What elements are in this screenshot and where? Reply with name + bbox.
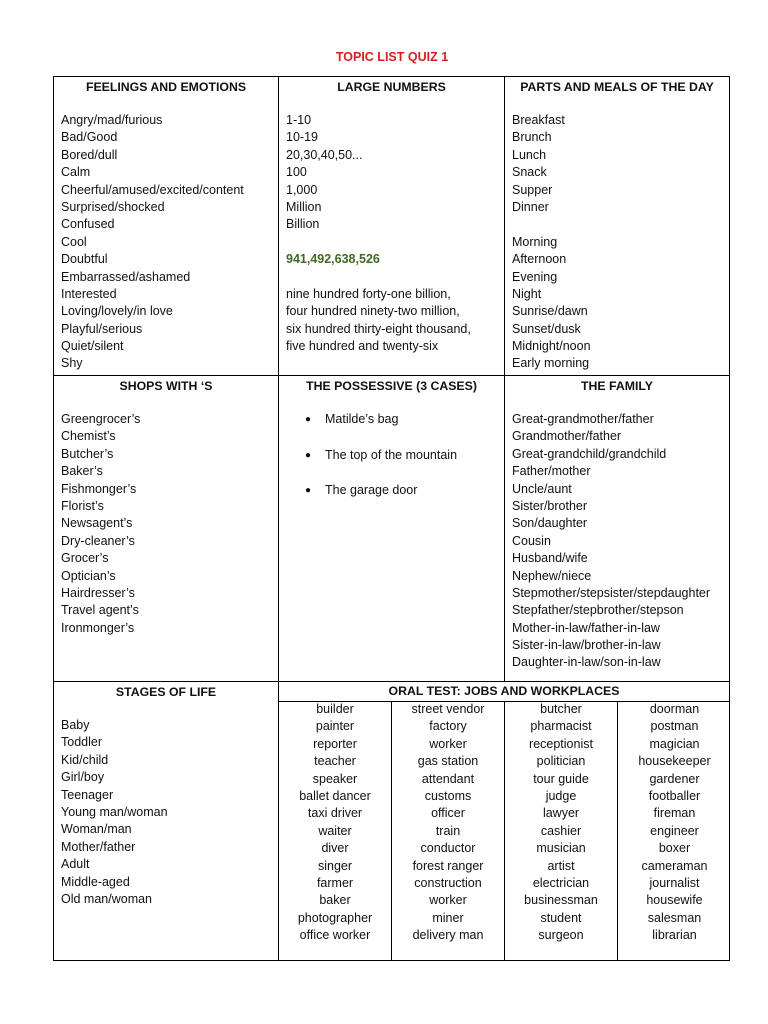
list-item: Woman/man xyxy=(61,822,132,837)
table-cell: ballet dancer xyxy=(299,788,371,803)
table-cell: salesman xyxy=(647,910,702,925)
bullet-icon: ● xyxy=(305,485,312,496)
possessive-cell: THE POSSESSIVE (3 CASES) ● Matilde’s bag ● The top of the mountain ● The garage door xyxy=(278,375,505,682)
table-cell: taxi driver xyxy=(307,806,363,821)
table-cell: builder xyxy=(316,702,354,716)
table-cell: farmer xyxy=(316,875,354,890)
list-item: Confused xyxy=(61,217,115,232)
list-item: Father/mother xyxy=(512,464,591,479)
list-item: Doubtful xyxy=(61,252,108,267)
table-cell: conductor xyxy=(420,841,476,856)
stages-heading: STAGES OF LIFE xyxy=(115,685,217,699)
table-cell: officer xyxy=(431,806,465,821)
list-item: Stepfather/stepbrother/stepson xyxy=(512,603,684,618)
jobs-column-4 xyxy=(618,701,730,960)
table-cell: housekeeper xyxy=(638,754,711,769)
list-item: Sunset/dusk xyxy=(512,321,581,336)
page-title: TOPIC LIST QUIZ 1 xyxy=(335,50,449,64)
list-item: Morning xyxy=(512,234,558,249)
list-item: Old man/woman xyxy=(61,891,153,906)
list-item: Great-grandchild/grandchild xyxy=(512,446,667,461)
list-item-spacer xyxy=(286,269,471,286)
table-cell: forest ranger xyxy=(412,858,484,873)
family-heading: THE FAMILY xyxy=(581,379,653,393)
jobs-cell xyxy=(278,681,730,961)
table-cell: construction xyxy=(414,875,482,890)
table-cell: gardener xyxy=(649,771,700,786)
table-cell: cameraman xyxy=(641,858,708,873)
table-cell: journalist xyxy=(649,875,700,890)
table-cell: electrician xyxy=(532,875,590,890)
list-item: Early morning xyxy=(512,356,590,371)
list-item: Supper xyxy=(512,182,553,197)
table-cell: singer xyxy=(317,858,353,873)
feelings-list xyxy=(61,112,244,373)
table-cell: postman xyxy=(650,719,699,734)
jobs-heading: ORAL TEST: JOBS AND WORKPLACES xyxy=(279,682,729,702)
table-cell: receptionist xyxy=(529,736,593,751)
table-cell: speaker xyxy=(312,771,358,786)
jobs-column-3 xyxy=(505,701,618,960)
list-item: Florist’s xyxy=(61,498,104,513)
list-item: Shy xyxy=(61,356,83,371)
list-item: Dinner xyxy=(512,199,549,214)
list-item: 1-10 xyxy=(286,113,312,127)
list-item: Calm xyxy=(61,165,91,180)
feelings-heading: FEELINGS AND EMOTIONS xyxy=(85,80,247,94)
table-cell: boxer xyxy=(658,841,691,856)
table-cell: worker xyxy=(429,736,467,751)
list-item: four hundred ninety-two million, xyxy=(286,304,460,319)
table-cell: engineer xyxy=(650,823,699,838)
table-cell: politician xyxy=(536,754,586,769)
list-item: Lunch xyxy=(512,147,547,162)
list-item: 1,000 xyxy=(286,182,318,197)
table-cell: gas station xyxy=(417,754,479,769)
table-cell: attendant xyxy=(421,771,475,786)
list-item: Optician’s xyxy=(61,568,116,583)
possessive-heading: THE POSSESSIVE (3 CASES) xyxy=(306,379,477,393)
list-item: Ironmonger’s xyxy=(61,620,135,635)
table-cell: street vendor xyxy=(411,702,485,716)
meals-cell xyxy=(504,76,730,376)
list-item: Sister-in-law/brother-in-law xyxy=(512,638,661,653)
list-item: Sunrise/dawn xyxy=(512,304,588,319)
numbers-list xyxy=(286,112,471,355)
list-item: Greengrocer’s xyxy=(61,412,141,426)
list-item: Cousin xyxy=(512,533,551,548)
shops-cell xyxy=(53,375,279,682)
list-item-spacer xyxy=(512,216,591,233)
list-item: five hundred and twenty-six xyxy=(286,339,439,354)
list-item: Son/daughter xyxy=(512,516,588,531)
table-cell: cashier xyxy=(540,823,582,838)
table-cell: pharmacist xyxy=(530,719,592,734)
table-cell: painter xyxy=(315,719,355,734)
list-item: Daughter-in-law/son-in-law xyxy=(512,655,661,670)
list-item: Quiet/silent xyxy=(61,339,124,354)
number-example: 941,492,638,526 xyxy=(286,252,380,267)
list-item: Night xyxy=(512,286,542,301)
list-item: Butcher’s xyxy=(61,446,114,461)
list-item: Midnight/noon xyxy=(512,339,591,354)
table-cell: musician xyxy=(536,841,586,856)
list-item: Embarrassed/ashamed xyxy=(61,269,191,284)
list-item: Newsagent’s xyxy=(61,516,133,531)
meals-heading: PARTS AND MEALS OF THE DAY xyxy=(520,80,714,94)
list-item: Stepmother/stepsister/stepdaughter xyxy=(512,585,711,600)
list-item: Chemist’s xyxy=(61,429,116,444)
list-item: Uncle/aunt xyxy=(512,481,572,496)
table-cell: surgeon xyxy=(538,928,584,943)
list-item: Surprised/shocked xyxy=(61,199,165,214)
table-cell: doorman xyxy=(649,702,700,716)
list-item: Great-grandmother/father xyxy=(512,412,654,426)
list-item: Billion xyxy=(286,217,320,232)
list-item: 100 xyxy=(286,165,307,180)
table-cell: librarian xyxy=(652,928,697,943)
list-item: 20,30,40,50... xyxy=(286,147,363,162)
table-cell: student xyxy=(540,910,582,925)
list-item: Adult xyxy=(61,857,90,872)
shops-list xyxy=(61,411,140,637)
list-item: Afternoon xyxy=(512,252,567,267)
table-cell: photographer xyxy=(297,910,373,925)
family-cell xyxy=(504,375,730,682)
table-cell: businessman xyxy=(524,893,598,908)
table-cell: magician xyxy=(649,736,700,751)
list-item: Cool xyxy=(61,234,87,249)
table-cell: office worker xyxy=(299,928,371,943)
table-cell: customs xyxy=(424,788,472,803)
table-cell: delivery man xyxy=(412,928,484,943)
list-item: Toddler xyxy=(61,735,102,750)
list-item: Interested xyxy=(61,286,117,301)
table-cell: teacher xyxy=(314,754,356,769)
bullet-icon: ● xyxy=(305,449,312,461)
table-cell: reporter xyxy=(313,736,357,751)
list-item: Dry-cleaner’s xyxy=(61,533,135,548)
list-item: Breakfast xyxy=(512,113,565,127)
list-item: Mother/father xyxy=(61,839,136,854)
list-item: Baby xyxy=(61,718,90,732)
jobs-column-2 xyxy=(392,701,505,960)
table-cell: butcher xyxy=(540,702,582,716)
jobs-column-1 xyxy=(279,701,392,960)
list-item: Fishmonger’s xyxy=(61,481,137,496)
list-item: Sister/brother xyxy=(512,498,588,513)
family-list xyxy=(512,411,710,672)
numbers-cell xyxy=(278,76,505,376)
list-item: Grocer’s xyxy=(61,551,109,566)
bullet-icon: ● xyxy=(305,414,312,425)
table-cell: factory xyxy=(429,719,467,734)
list-item: Bored/dull xyxy=(61,147,118,162)
feelings-cell xyxy=(53,76,279,376)
table-cell: lawyer xyxy=(542,806,580,821)
list-item: Evening xyxy=(512,269,558,284)
list-item: Travel agent’s xyxy=(61,603,139,618)
table-cell: footballer xyxy=(648,788,701,803)
list-item: nine hundred forty-one billion, xyxy=(286,286,451,301)
table-cell: waiter xyxy=(318,823,352,838)
table-cell: housewife xyxy=(646,893,703,908)
table-cell: diver xyxy=(321,841,349,856)
table-cell: miner xyxy=(432,910,464,925)
list-item: Nephew/niece xyxy=(512,568,592,583)
list-item: Grandmother/father xyxy=(512,429,622,444)
table-cell: artist xyxy=(547,858,575,873)
numbers-heading: LARGE NUMBERS xyxy=(337,80,446,94)
list-item: Mother-in-law/father-in-law xyxy=(512,620,660,635)
list-item: Husband/wife xyxy=(512,551,588,566)
list-item: Brunch xyxy=(512,130,552,145)
list-item: Cheerful/amused/excited/content xyxy=(61,182,244,197)
list-item: Angry/mad/furious xyxy=(61,113,163,127)
list-item: Snack xyxy=(512,165,547,180)
list-item: Kid/child xyxy=(61,752,109,767)
list-item: Middle-aged xyxy=(61,874,130,889)
list-item: Hairdresser’s xyxy=(61,585,135,600)
list-item: Playful/serious xyxy=(61,321,143,336)
table-cell: worker xyxy=(429,893,467,908)
list-item: Girl/boy xyxy=(61,770,105,785)
shops-heading: SHOPS WITH ‘S xyxy=(119,379,213,393)
table-cell: tour guide xyxy=(533,771,589,786)
list-item: Baker’s xyxy=(61,464,103,479)
list-item: 10-19 xyxy=(286,130,318,145)
table-cell: judge xyxy=(545,788,577,803)
stages-cell xyxy=(53,681,279,961)
stages-list xyxy=(61,717,168,908)
table-cell: baker xyxy=(319,893,351,908)
meals-list xyxy=(512,112,591,373)
list-item: Bad/Good xyxy=(61,130,118,145)
table-cell: train xyxy=(435,823,461,838)
list-item: Million xyxy=(286,199,322,214)
table-cell: fireman xyxy=(653,806,696,821)
list-item: Young man/woman xyxy=(61,804,168,819)
list-item-spacer xyxy=(286,234,471,251)
list-item: six hundred thirty-eight thousand, xyxy=(286,321,471,336)
list-item: Loving/lovely/in love xyxy=(61,304,173,319)
list-item: Teenager xyxy=(61,787,114,802)
